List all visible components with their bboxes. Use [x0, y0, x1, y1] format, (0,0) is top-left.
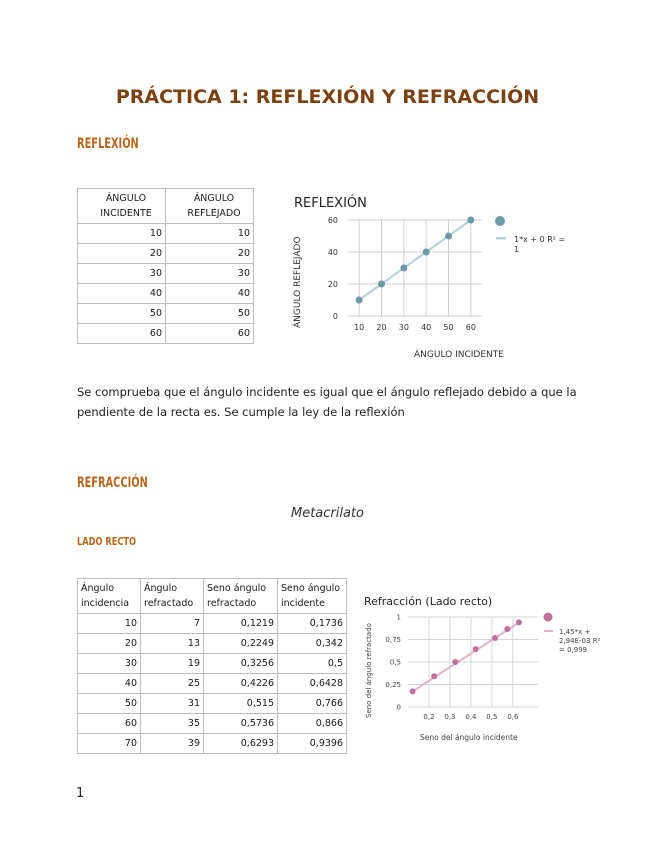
legend-line-icon: [544, 630, 553, 632]
reflexion-table: [77, 188, 254, 344]
legend-line-icon: [496, 237, 506, 240]
data-point: [356, 297, 363, 304]
table-cell: 0,515: [204, 694, 278, 714]
legend-marker: [544, 613, 553, 622]
table-cell: 40: [78, 674, 141, 694]
x-tick-label: 0,3: [444, 713, 456, 721]
refraccion-table: [77, 578, 347, 754]
table-cell: 31: [141, 694, 204, 714]
table-row: [78, 714, 347, 734]
legend-label: 1,45*x + 2,94E-03 R² = 0,999: [559, 628, 601, 654]
table-cell: 30: [78, 264, 166, 284]
table-cell: 60: [166, 324, 254, 344]
subsection-heading: LADO RECTO: [77, 535, 137, 548]
table-header: ÁNGULO REFLEJADO: [166, 189, 254, 224]
table-cell: 0,3256: [204, 654, 278, 674]
section-heading-reflexion: REFLEXIÓN: [77, 136, 139, 152]
y-tick-label: 0: [396, 703, 401, 712]
data-point: [445, 233, 452, 240]
x-axis-label: ÁNGULO INCIDENTE: [414, 350, 504, 360]
table-cell: 40: [78, 284, 166, 304]
x-tick-label: 0,2: [423, 713, 435, 721]
table-cell: 50: [166, 304, 254, 324]
table-cell: 20: [78, 244, 166, 264]
reflexion-chart: [286, 190, 586, 368]
data-point: [410, 688, 416, 694]
chart-title: REFLEXIÓN: [294, 196, 367, 211]
table-cell: 0,342: [278, 634, 347, 654]
x-axis-label: Seno del ángulo incidente: [420, 733, 518, 742]
x-tick-label: 0,6: [507, 713, 519, 721]
table-cell: 13: [141, 634, 204, 654]
x-tick-label: 0,4: [465, 713, 477, 721]
section-heading-refraccion: REFRACCIÓN: [77, 475, 148, 491]
table-cell: 0,6293: [204, 734, 278, 754]
table-row: [78, 734, 347, 754]
data-point: [431, 673, 437, 679]
data-point: [423, 249, 430, 256]
table-cell: 0,9396: [278, 734, 347, 754]
chart-grid: [408, 617, 538, 707]
material-subtitle: Metacrilato: [290, 506, 364, 521]
table-row: [78, 614, 347, 634]
y-tick-label: 0,5: [389, 658, 401, 667]
table-row: [78, 654, 347, 674]
x-tick-label: 0,5: [486, 713, 498, 721]
table-header: Seno ángulo refractado: [204, 579, 278, 614]
table-cell: 0,5736: [204, 714, 278, 734]
table-cell: 30: [166, 264, 254, 284]
y-tick-label: 20: [327, 280, 338, 289]
x-tick-label: 40: [421, 323, 432, 332]
x-tick-label: 50: [443, 323, 454, 332]
table-cell: 0,2249: [204, 634, 278, 654]
page-title: PRÁCTICA 1: REFLEXIÓN Y REFRACCIÓN: [115, 86, 540, 108]
data-point: [400, 265, 407, 272]
legend-marker: [495, 216, 505, 226]
table-cell: 19: [141, 654, 204, 674]
page-number: 1: [76, 786, 85, 801]
table-cell: 10: [78, 614, 141, 634]
table-header: Seno ángulo incidente: [278, 579, 347, 614]
table-row: [78, 304, 254, 324]
table-cell: 30: [78, 654, 141, 674]
y-tick-label: 0,25: [385, 681, 401, 689]
x-tick-label: 10: [354, 323, 365, 332]
y-tick-label: 0,75: [385, 636, 401, 644]
chart-grid: [348, 220, 482, 316]
table-header: Ángulo incidencia: [78, 579, 141, 614]
table-cell: 7: [141, 614, 204, 634]
y-tick-label: 1: [396, 613, 401, 622]
data-point: [452, 659, 458, 665]
data-point: [504, 626, 510, 632]
x-tick-label: 30: [398, 323, 409, 332]
table-cell: 25: [141, 674, 204, 694]
table-cell: 0,5: [278, 654, 347, 674]
y-tick-label: 0: [332, 312, 338, 321]
table-header: ÁNGULO INCIDENTE: [78, 189, 166, 224]
table-cell: 20: [166, 244, 254, 264]
table-cell: 50: [78, 694, 141, 714]
data-point: [492, 635, 498, 641]
trendline: [359, 220, 471, 300]
table-cell: 40: [166, 284, 254, 304]
table-cell: 0,6428: [278, 674, 347, 694]
table-cell: 60: [78, 714, 141, 734]
refraccion-chart: [358, 590, 618, 750]
table-cell: 0,766: [278, 694, 347, 714]
x-tick-label: 20: [376, 323, 387, 332]
table-cell: 39: [141, 734, 204, 754]
table-row: [78, 324, 254, 344]
table-row: [78, 264, 254, 284]
chart-title: Refracción (Lado recto): [364, 595, 493, 608]
data-point: [378, 281, 385, 288]
data-point: [473, 646, 479, 652]
y-tick-label: 40: [327, 248, 338, 257]
table-cell: 20: [78, 634, 141, 654]
chart-ticks: [385, 614, 519, 722]
y-axis-label: Seno del ángulo refractado: [365, 623, 373, 718]
table-cell: 0,866: [278, 714, 347, 734]
data-point: [516, 619, 522, 625]
table-row: [78, 244, 254, 264]
table-cell: 35: [141, 714, 204, 734]
data-point: [467, 217, 474, 224]
table-cell: 0,4226: [204, 674, 278, 694]
table-row: [78, 284, 254, 304]
table-row: [78, 674, 347, 694]
legend-label: 1*x + 0 R² = 1: [514, 235, 566, 254]
x-tick-label: 60: [465, 323, 476, 332]
table-row: [78, 634, 347, 654]
table-header: Ángulo refractado: [141, 579, 204, 614]
table-cell: 50: [78, 304, 166, 324]
table-cell: 70: [78, 734, 141, 754]
table-row: [78, 694, 347, 714]
table-cell: 10: [78, 224, 166, 244]
table-row: [78, 224, 254, 244]
y-tick-label: 60: [327, 216, 338, 225]
table-cell: 0,1219: [204, 614, 278, 634]
conclusion-paragraph: Se comprueba que el ángulo incidente es igual que el ángulo reflejado debido a que la pendiente de la recta es. Se cumple la ley de la reflexión: [77, 385, 577, 419]
table-cell: 60: [78, 324, 166, 344]
table-cell: 10: [166, 224, 254, 244]
y-axis-label: ÁNGULO REFLEJADO: [293, 236, 303, 328]
table-cell: 0,1736: [278, 614, 347, 634]
